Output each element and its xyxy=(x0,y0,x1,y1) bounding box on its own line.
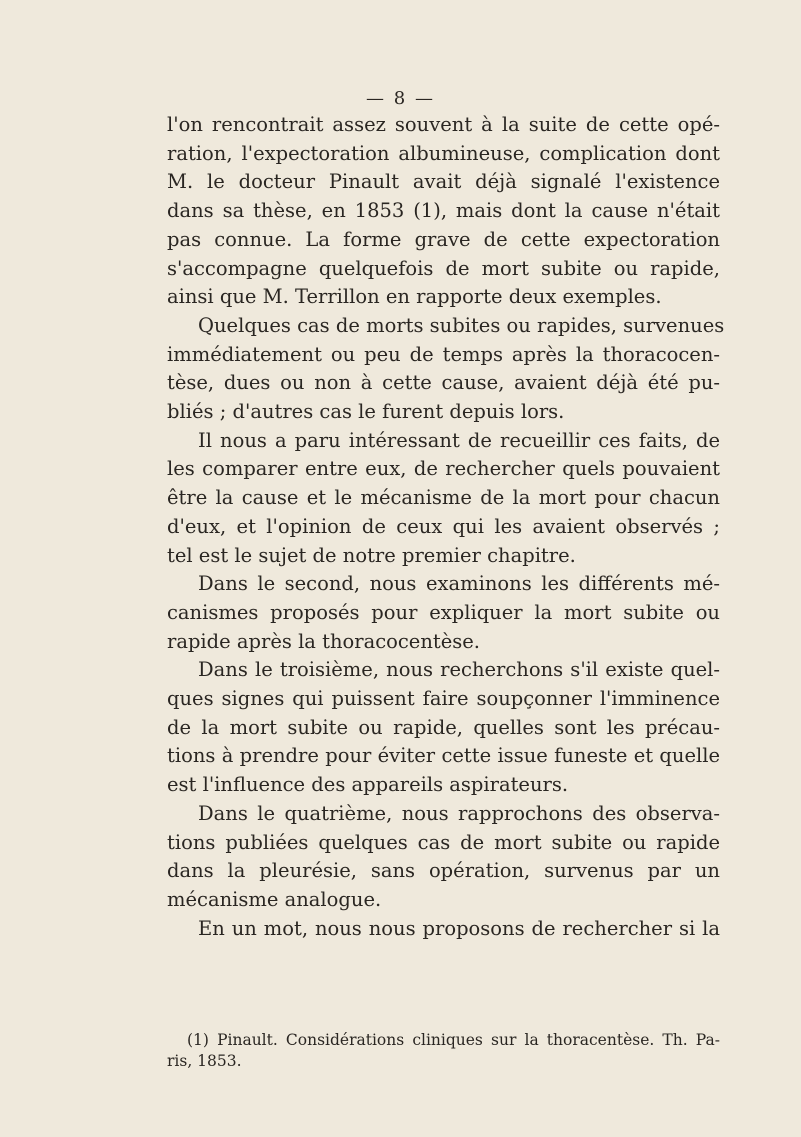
text-line: tel est le sujet de notre premier chapitre. xyxy=(167,543,576,567)
text-line: bliés ; d'autres cas le furent depuis lors. xyxy=(167,400,565,424)
text-line: l'on rencontrait assez souvent à la suite de cette opé- xyxy=(167,113,720,136)
text-line: tions publiées quelques cas de mort subite ou rapide xyxy=(167,830,720,854)
text-line: ainsi que M. Terrillon en rapporte deux exemples. xyxy=(167,285,662,309)
text-line: les comparer entre eux, de rechercher quels pouvaient xyxy=(167,457,720,481)
text-line: s'accompagne quelquefois de mort subite ou rapide, xyxy=(167,256,720,280)
text-line: ration, l'expectoration albumineuse, complication dont xyxy=(167,141,720,165)
text-line: dans sa thèse, en 1853 (1), mais dont la cause n'était xyxy=(167,199,720,223)
text-line: mécanisme analogue. xyxy=(167,887,382,911)
text-line: immédiatement ou peu de temps après la thoracocen- xyxy=(167,342,720,366)
text-line: d'eux, et l'opinion de ceux qui les avaient observés ; xyxy=(167,514,720,538)
text-line: ques signes qui puissent faire soupçonner l'imminence xyxy=(167,687,720,711)
footnote-line: ris, 1853. xyxy=(167,1052,242,1070)
text-line: Dans le quatrième, nous rapprochons des observa- xyxy=(198,801,720,825)
text-line: de la mort subite ou rapide, quelles sont les précau- xyxy=(167,715,720,739)
text-line: pas connue. La forme grave de cette expectoration xyxy=(167,227,720,251)
footnote xyxy=(167,1030,720,1072)
text-line: En un mot, nous nous proposons de rechercher si la xyxy=(198,916,720,940)
text-line: Quelques cas de morts subites ou rapides, survenues xyxy=(198,313,725,337)
text-line: rapide après la thoracocentèse. xyxy=(167,629,481,653)
page-number: — 8 — xyxy=(366,88,435,109)
text-line: Dans le troisième, nous recherchons s'il existe quel- xyxy=(198,658,720,682)
body-text xyxy=(167,111,725,943)
text-line: canismes proposés pour expliquer la mort subite ou xyxy=(167,600,720,624)
text-line: être la cause et le mécanisme de la mort pour chacun xyxy=(167,486,720,510)
text-line: tèse, dues ou non à cette cause, avaient déjà été pu- xyxy=(167,371,720,395)
text-line: dans la pleurésie, sans opération, survenus par un xyxy=(167,859,720,883)
text-line: M. le docteur Pinault avait déjà signalé l'existence xyxy=(167,170,720,194)
text-line: tions à prendre pour éviter cette issue funeste et quelle xyxy=(167,744,720,768)
text-line: est l'influence des appareils aspirateurs. xyxy=(167,773,569,797)
text-line: Dans le second, nous examinons les différents mé- xyxy=(198,572,720,596)
text-line: Il nous a paru intéressant de recueillir ces faits, de xyxy=(198,428,720,452)
footnote-line: (1) Pinault. Considérations cliniques sur la thoracentèse. Th. Pa- xyxy=(187,1031,720,1049)
